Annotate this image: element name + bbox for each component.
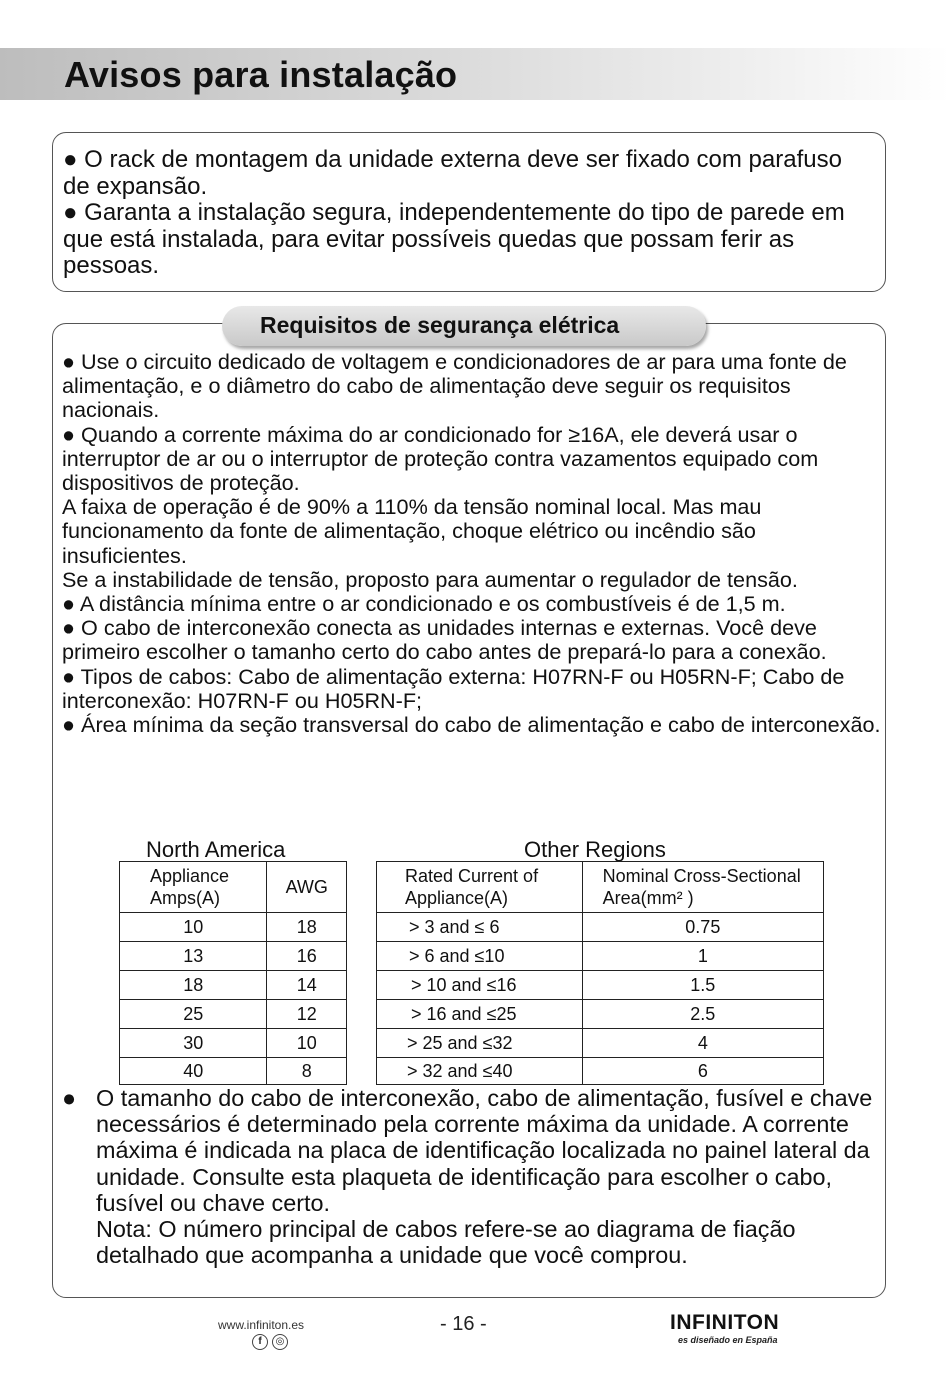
bullet-icon: ● xyxy=(62,1085,77,1111)
closing-bullet-item xyxy=(62,1085,886,1216)
table-cell: 0.75 xyxy=(582,913,823,942)
paragraph: ● Quando a corrente máxima do ar condicionado for ≥16A, ele deverá usar o interruptor de ar ou o interruptor de proteção contra vazamentos equipado com dispositivos de proteção. xyxy=(62,421,819,496)
table-cell: > 6 and ≤10 xyxy=(377,942,583,971)
closing-notes xyxy=(62,1085,886,1268)
table-cell: 14 xyxy=(267,971,347,1000)
paragraph: ● Tipos de cabos: Cabo de alimentação externa: H07RN-F ou H05RN-F; Cabo de interconexão: H07RN-F ou H05RN-F; xyxy=(62,663,845,713)
paragraph: ● Use o circuito dedicado de voltagem e condicionadores de ar para uma fonte de alimentação, e o diâmetro do cabo de alimentação deve seguir os requisitos nacionais. xyxy=(62,349,847,423)
table-cell: 13 xyxy=(120,942,267,971)
table-header: Appliance Amps(A) xyxy=(120,862,267,913)
table-cell: 2.5 xyxy=(582,1000,823,1029)
table-cell: > 32 and ≤40 xyxy=(377,1058,583,1085)
table-cell: 4 xyxy=(582,1029,823,1058)
paragraph: A faixa de operação é de 90% a 110% da tensão nominal local. Mas mau funcionamento da fonte de alimentação, choque elétrico ou incêndio são insuficientes. xyxy=(62,494,762,568)
table-header: Rated Current of Appliance(A) xyxy=(377,862,583,913)
page-number: - 16 - xyxy=(440,1313,487,1335)
table-cell: 30 xyxy=(120,1029,267,1058)
table-cell: 10 xyxy=(267,1029,347,1058)
brand-logo: INFINITON xyxy=(670,1311,780,1334)
warning-item: ● O rack de montagem da unidade externa deve ser fixado com parafuso de expansão. xyxy=(63,146,842,200)
table-header: AWG xyxy=(267,862,347,913)
facebook-icon[interactable]: f xyxy=(252,1334,268,1350)
paragraph: ● A distância mínima entre o ar condicionado e os combustíveis é de 1,5 m. xyxy=(62,591,786,617)
table-cell: > 3 and ≤ 6 xyxy=(377,913,583,942)
closing-text: O tamanho do cabo de interconexão, cabo de alimentação, fusível e chave necessários é determinado pela corrente máxima da unidade. A corrente máxima é indicada na placa de identificação localizada no painel lateral da unidade. Consulte esta plaqueta de identificação para escolher o cabo, fusível ou chave certo. xyxy=(96,1085,873,1216)
paragraph: Se a instabilidade de tensão, proposto para aumentar o regulador de tensão. xyxy=(62,566,798,592)
table-cell: 40 xyxy=(120,1058,267,1085)
social-icons xyxy=(252,1334,288,1350)
section-title-pill xyxy=(222,306,706,346)
table-cell: > 25 and ≤32 xyxy=(377,1029,583,1058)
table-cell: 18 xyxy=(267,913,347,942)
table-cell: 16 xyxy=(267,942,347,971)
installation-warnings-box xyxy=(52,132,886,292)
brand-tagline: es diseñado en España xyxy=(678,1335,778,1345)
table-cell: 12 xyxy=(267,1000,347,1029)
table-cell: 1 xyxy=(582,942,823,971)
title-band xyxy=(0,48,950,100)
table-cell: 1.5 xyxy=(582,971,823,1000)
other-regions-table xyxy=(376,861,824,1085)
paragraph: ● Área mínima da seção transversal do cabo de alimentação e cabo de interconexão. xyxy=(62,712,881,738)
section-title: Requisitos de segurança elétrica xyxy=(260,312,620,338)
table-cell: 8 xyxy=(267,1058,347,1085)
table-cell: 10 xyxy=(120,913,267,942)
table-cell: 25 xyxy=(120,1000,267,1029)
table-cell: 18 xyxy=(120,971,267,1000)
paragraph: ● O cabo de interconexão conecta as unidades internas e externas. Você deve primeiro escolher o tamanho certo do cabo antes de prepará-lo para a conexão. xyxy=(62,615,827,665)
page-title: Avisos para instalação xyxy=(64,54,458,95)
instagram-icon[interactable]: ◎ xyxy=(272,1334,288,1350)
other-regions-label: Other Regions xyxy=(524,837,666,862)
table-cell: > 10 and ≤16 xyxy=(377,971,583,1000)
north-america-table xyxy=(119,861,347,1085)
closing-note: Nota: O número principal de cabos refere-se ao diagrama de fiação detalhado que acompanha a unidade que você comprou. xyxy=(96,1216,796,1269)
table-header: Nominal Cross-Sectional Area(mm² ) xyxy=(582,862,823,913)
footer-url[interactable]: www.infiniton.es xyxy=(218,1318,305,1332)
warning-item: ● Garanta a instalação segura, independentemente do tipo de parede em que está instalada, para evitar possíveis quedas que possam ferir as pessoas. xyxy=(63,199,845,279)
table-cell: 6 xyxy=(582,1058,823,1085)
electrical-safety-text xyxy=(62,350,886,737)
table-cell: > 16 and ≤25 xyxy=(377,1000,583,1029)
north-america-label: North America xyxy=(146,837,286,862)
